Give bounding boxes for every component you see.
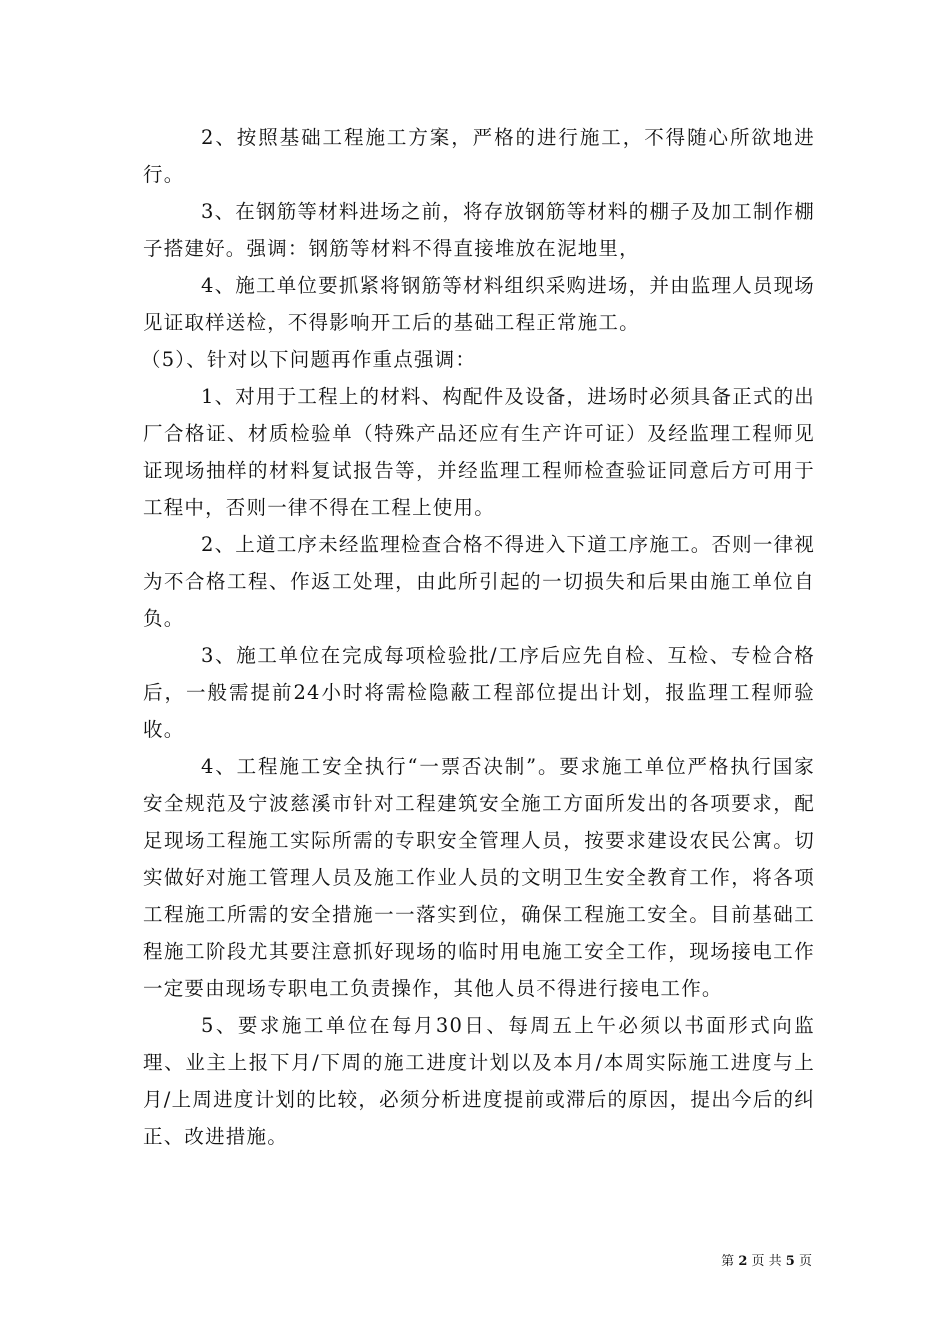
current-page-number: 2 [738,1254,748,1269]
paragraph-emphasis-1: 1、对用于工程上的材料、构配件及设备，进场时必须具备正式的出厂合格证、材质检验单（特殊产品还应有生产许可证）及经监理工程师见证现场抽样的材料复试报告等，并经监理工程师检查验证同意后方可用于工程中，否则一律不得在工程上使用。 [143,385,815,519]
footer-prefix: 第 [721,1254,735,1269]
total-page-number: 5 [785,1254,795,1269]
paragraph-emphasis-2: 2、上道工序未经监理检查合格不得进入下道工序施工。否则一律视为不合格工程、作返工处理，由此所引起的一切损失和后果由施工单位自负。 [143,533,815,630]
paragraph-emphasis-4: 4、工程施工安全执行“一票否决制”。要求施工单位严格执行国家安全规范及宁波慈溪市针对工程建筑安全施工方面所发出的各项要求，配足现场工程施工实际所需的专职安全管理人员，按要求建设农民公寓。切实做好对施工管理人员及施工作业人员的文明卫生安全教育工作，将各项工程施工所需的安全措施一一落实到位，确保工程施工安全。目前基础工程施工阶段尤其要注意抓好现场的临时用电施工安全工作，现场接电工作一定要由现场专职电工负责操作，其他人员不得进行接电工作。 [143,755,815,1000]
footer-suffix: 页 [798,1254,812,1269]
section-heading-5: （5）、针对以下问题再作重点强调： [141,348,477,371]
paragraph-emphasis-3: 3、施工单位在完成每项检验批/工序后应先自检、互检、专检合格后，一般需提前24小时将需检隐蔽工程部位提出计划，报监理工程师验收。 [143,644,815,741]
paragraph-item-4: 4、施工单位要抓紧将钢筋等材料组织采购进场，并由监理人员现场见证取样送检，不得影响开工后的基础工程正常施工。 [143,274,815,334]
paragraph-item-3: 3、在钢筋等材料进场之前，将存放钢筋等材料的棚子及加工制作棚子搭建好。强调：钢筋等材料不得直接堆放在泥地里， [143,200,815,260]
paragraph-item-2: 2、按照基础工程施工方案，严格的进行施工，不得随心所欲地进行。 [143,126,815,186]
document-body [143,119,815,1155]
page-footer [0,1250,950,1269]
paragraph-emphasis-5: 5、要求施工单位在每月30日、每周五上午必须以书面形式向监理、业主上报下月/下周的施工进度计划以及本月/本周实际施工进度与上月/上周进度计划的比较，必须分析进度提前或滞后的原因，提出今后的纠正、改进措施。 [143,1014,815,1148]
footer-middle: 页 共 [751,1254,782,1269]
